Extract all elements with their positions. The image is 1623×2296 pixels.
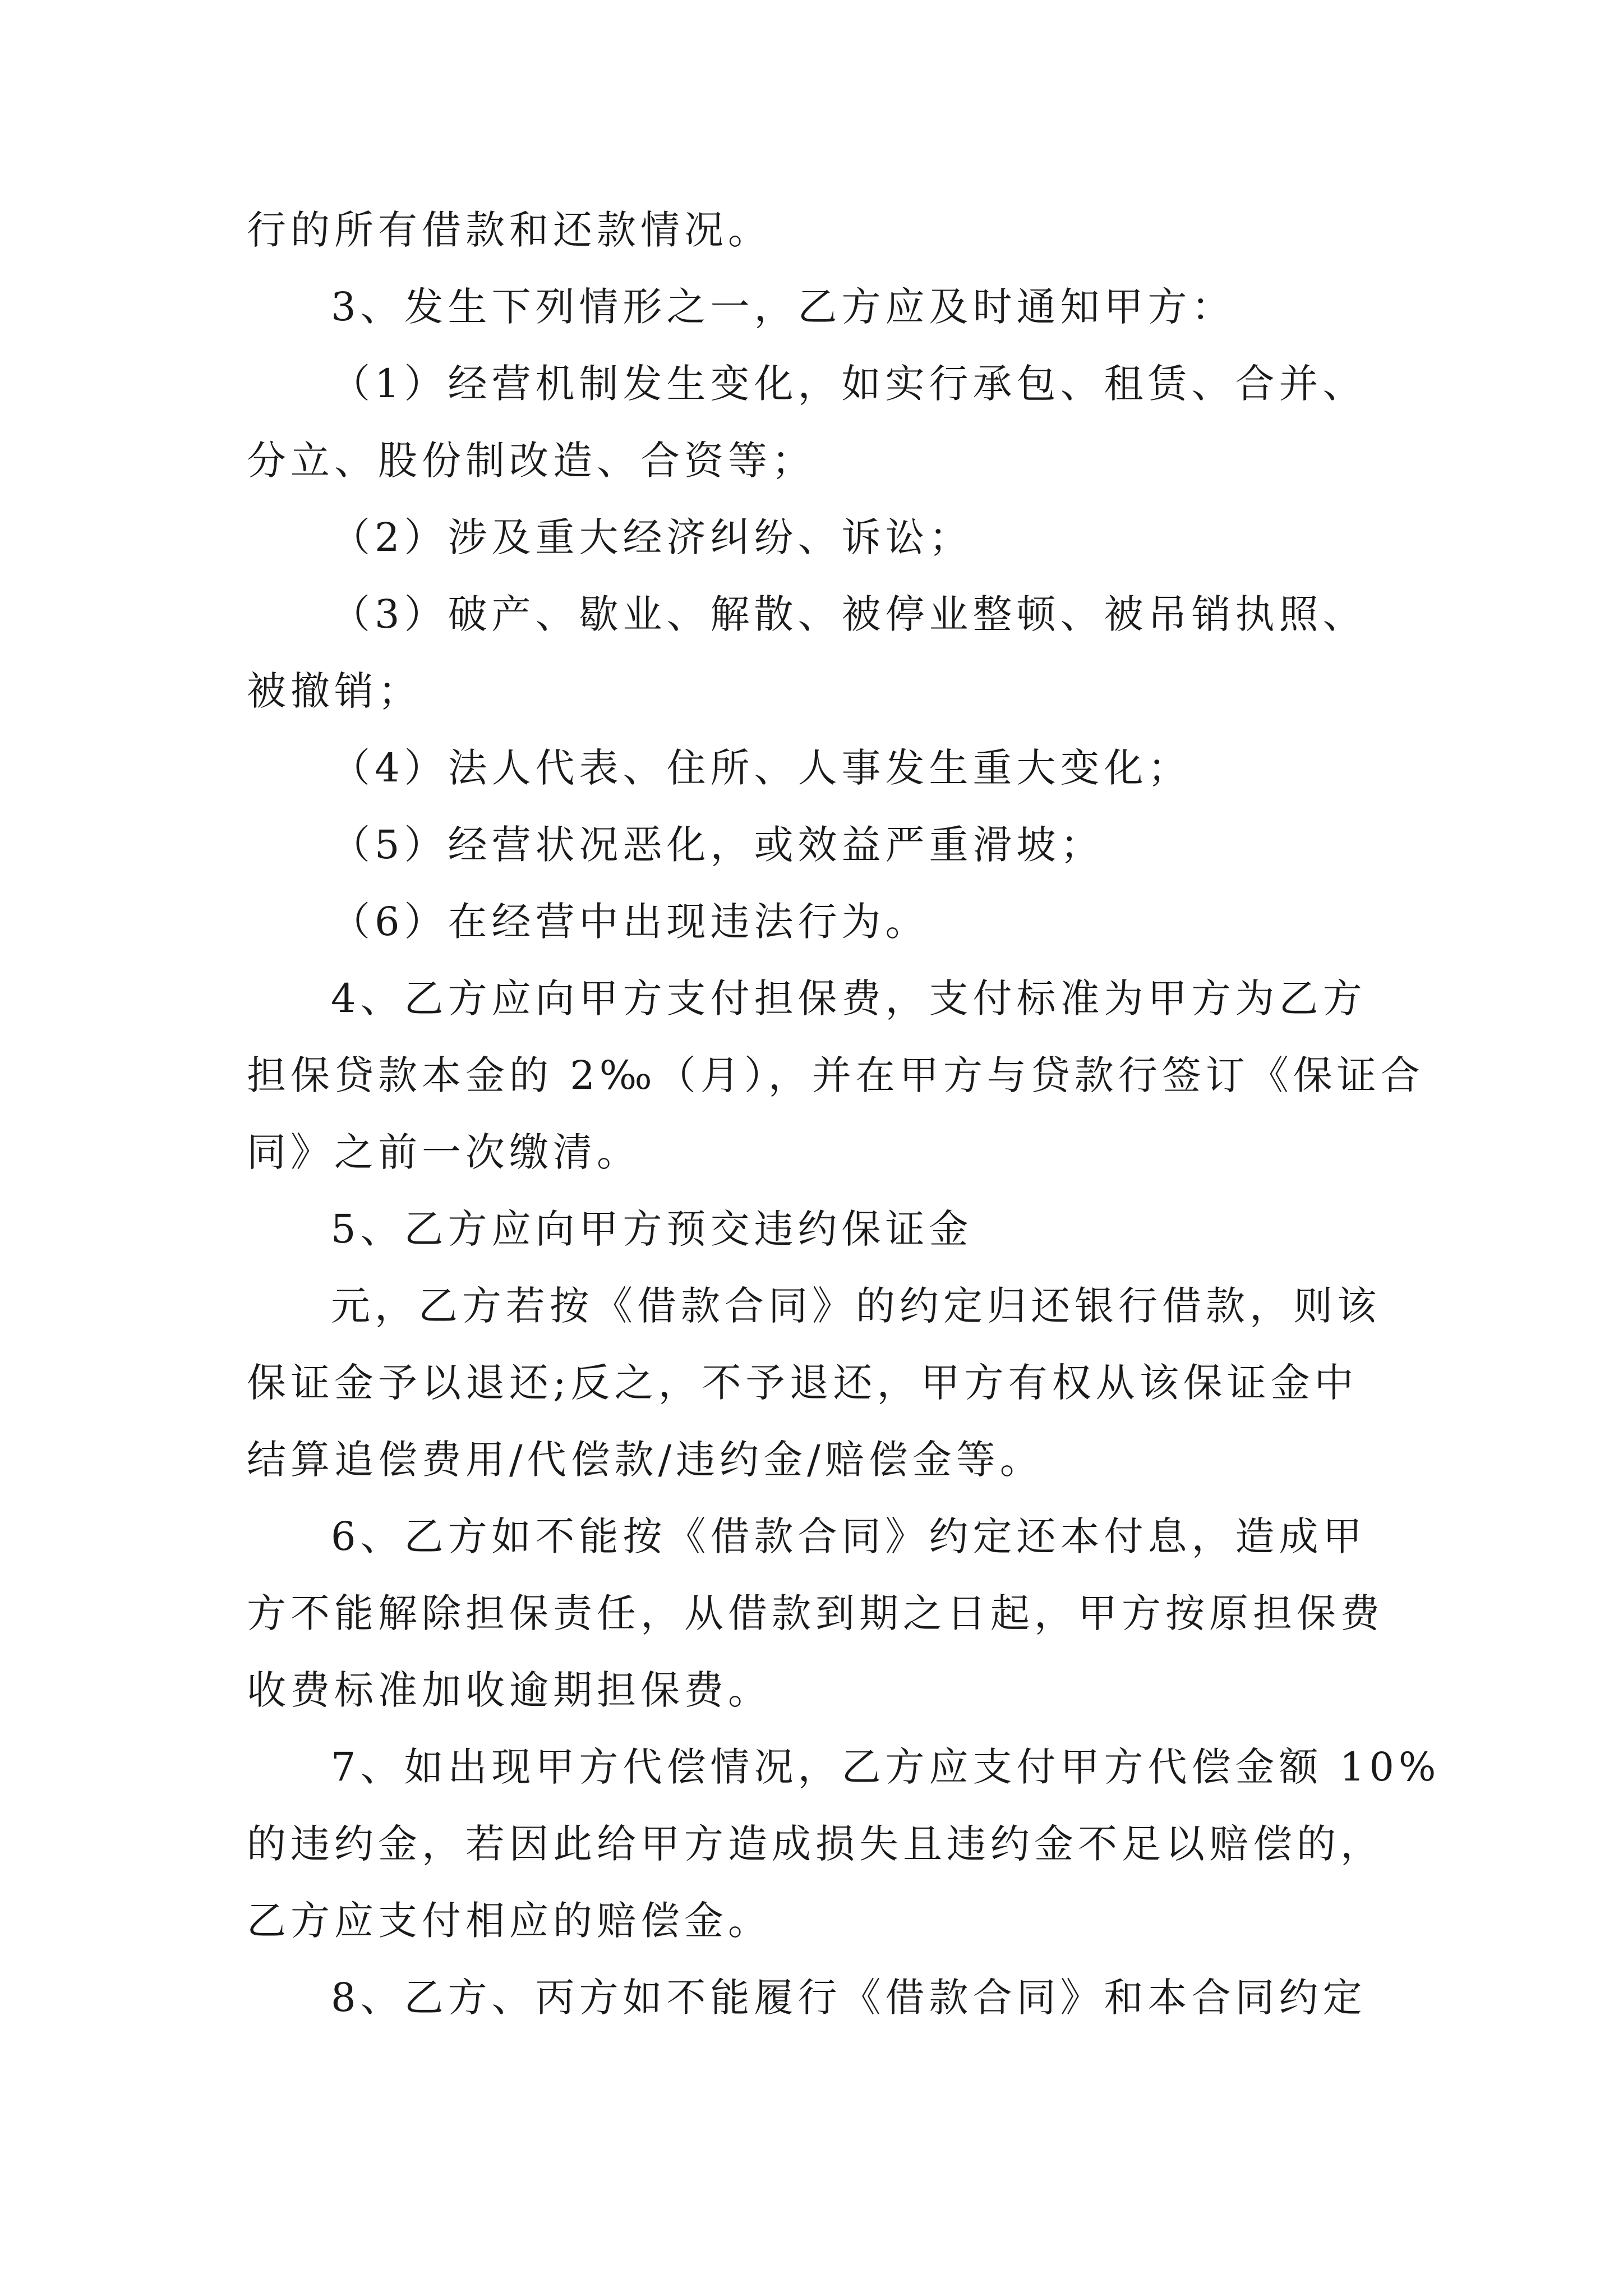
text-line: （4）法人代表、住所、人事发生重大变化； xyxy=(331,745,1192,791)
text-line: 方不能解除担保责任，从借款到期之日起，甲方按原担保费 xyxy=(247,1590,1384,1636)
text-line: 结算追偿费用/代偿款/违约金/赔偿金等。 xyxy=(247,1437,1044,1483)
text-line: 收费标准加收逾期担保费。 xyxy=(247,1667,772,1713)
text-line: 的违约金，若因此给甲方造成损失且违约金不足以赔偿的， xyxy=(247,1821,1384,1867)
text-line: （6）在经营中出现违法行为。 xyxy=(331,899,929,945)
text-line: 乙方应支付相应的赔偿金。 xyxy=(247,1898,772,1944)
text-line: 元，乙方若按《借款合同》的约定归还银行借款，则该 xyxy=(331,1283,1381,1329)
text-line: 4、乙方应向甲方支付担保费，支付标准为甲方为乙方 xyxy=(331,976,1367,1022)
text-line: （5）经营状况恶化，或效益严重滑坡； xyxy=(331,822,1104,868)
text-line: 被撤销； xyxy=(247,668,422,714)
text-line: 6、乙方如不能按《借款合同》约定还本付息，造成甲 xyxy=(331,1513,1367,1559)
text-line: （1）经营机制发生变化，如实行承包、租赁、合并、 xyxy=(331,361,1367,407)
text-line: 7、如出现甲方代偿情况，乙方应支付甲方代偿金额 10% xyxy=(331,1744,1441,1790)
text-line: （3）破产、歇业、解散、被停业整顿、被吊销执照、 xyxy=(331,591,1367,637)
text-line: 5、乙方应向甲方预交违约保证金 xyxy=(331,1206,973,1252)
text-line: 分立、股份制改造、合资等； xyxy=(247,438,815,484)
text-line: 行的所有借款和还款情况。 xyxy=(247,207,772,253)
text-line: （2）涉及重大经济纠纷、诉讼； xyxy=(331,514,973,560)
text-line: 担保贷款本金的 2‰（月），并在甲方与贷款行签订《保证合 xyxy=(247,1052,1424,1098)
text-line: 保证金予以退还;反之，不予退还，甲方有权从该保证金中 xyxy=(247,1360,1358,1406)
text-line: 8、乙方、丙方如不能履行《借款合同》和本合同约定 xyxy=(331,1975,1367,2021)
text-line: 3、发生下列情形之一，乙方应及时通知甲方： xyxy=(331,284,1235,330)
text-line: 同》之前一次缴清。 xyxy=(247,1129,640,1175)
